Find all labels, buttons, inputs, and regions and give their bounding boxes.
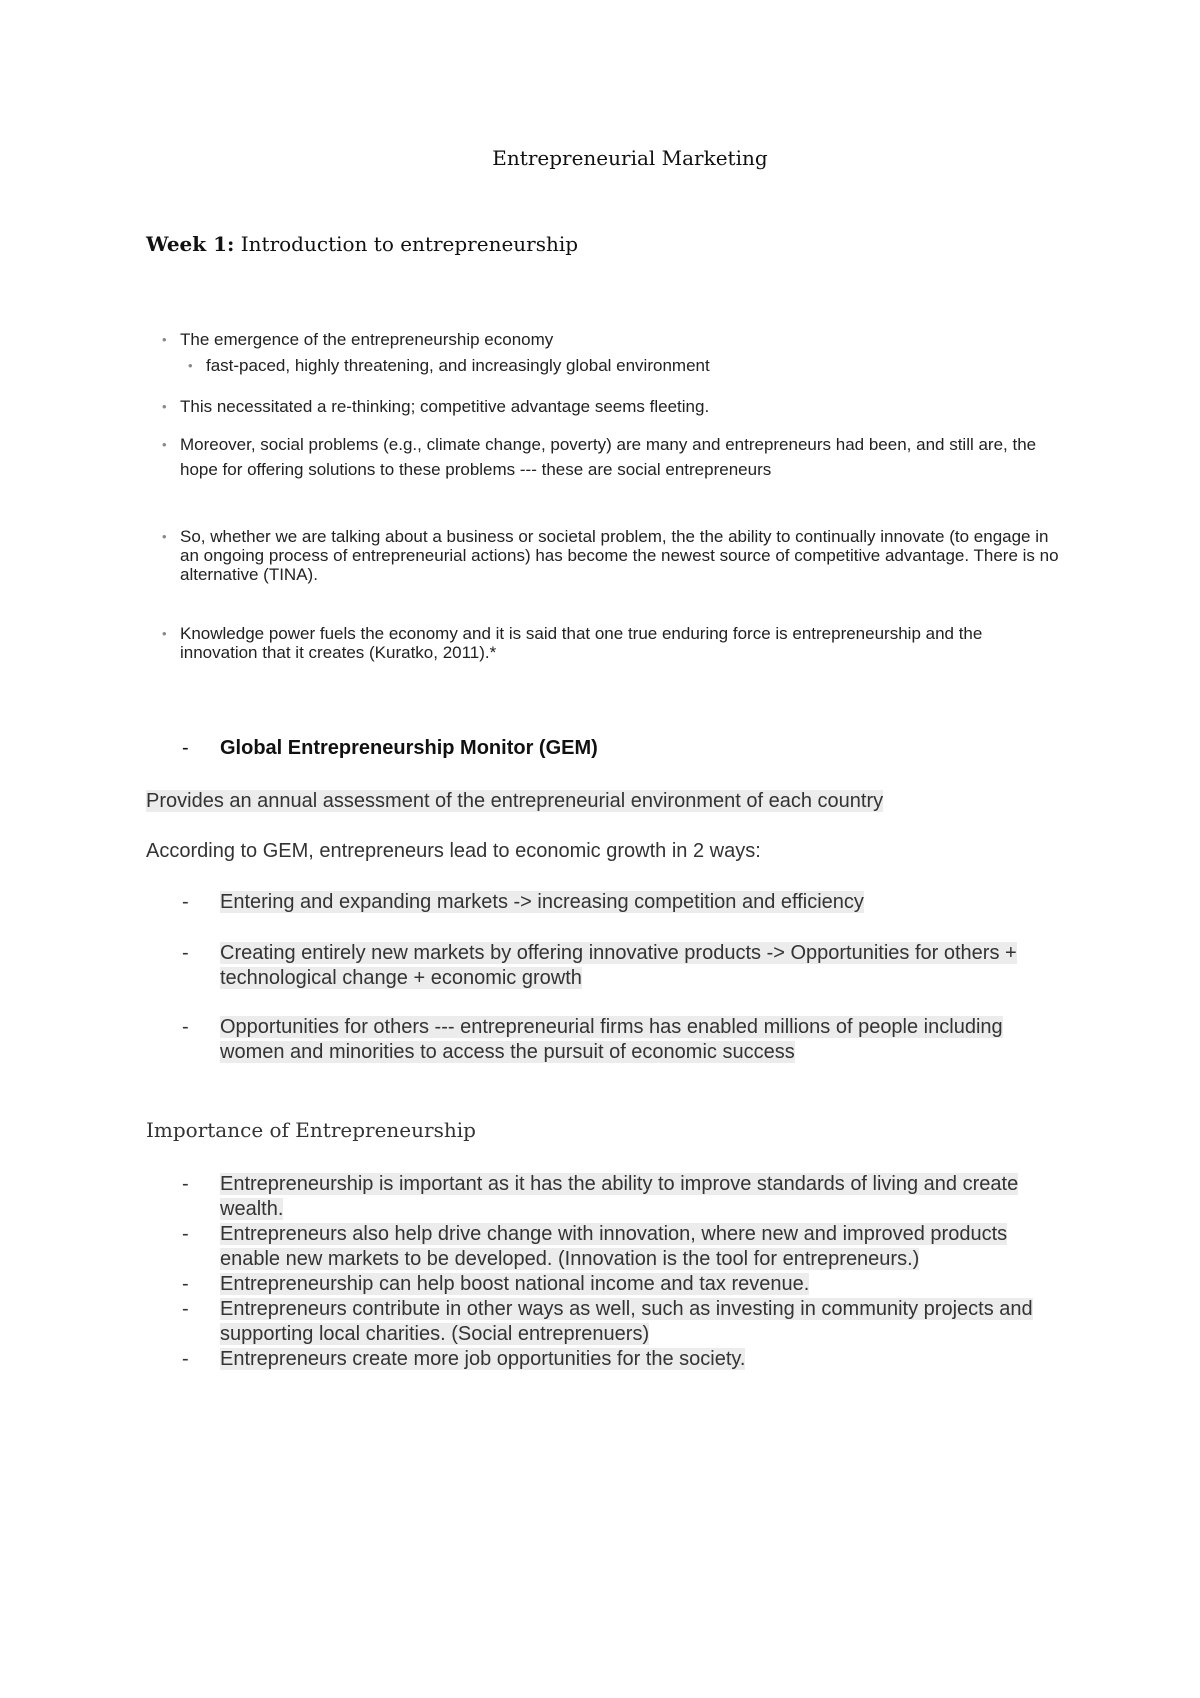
gem-heading-text: Global Entrepreneurship Monitor (GEM)	[220, 737, 598, 759]
list-item: - Entrepreneurship can help boost national income and tax revenue.	[182, 1273, 810, 1295]
gem-lead: According to GEM, entrepreneurs lead to economic growth in 2 ways:	[146, 840, 761, 862]
list-item: - Entering and expanding markets -> increasing competition and efficiency	[182, 891, 864, 913]
list-item: - Creating entirely new markets by offering innovative products -> Opportunities for others + technological change + economic growth	[182, 942, 1017, 989]
dash-marker: -	[182, 1173, 189, 1195]
dash-marker: -	[182, 891, 189, 913]
dash-marker: -	[182, 1223, 189, 1245]
dash-marker: -	[182, 1016, 189, 1038]
week-heading	[146, 232, 578, 256]
document-title: Entrepreneurial Marketing	[492, 146, 768, 170]
importance-points-list	[182, 1172, 1042, 1372]
list-item: - Entrepreneurship is important as it has the ability to improve standards of living and create wealth.	[182, 1173, 1019, 1220]
gem-intro: Provides an annual assessment of the entrepreneurial environment of each country	[146, 790, 884, 812]
dash-marker: -	[182, 737, 189, 759]
slide-bullet: • So, whether we are talking about a business or societal problem, the the ability to continually innovate (to engage in an ongoing process of entrepreneurial actions) has become the newest source of competitive advantage. There is no alternative (TINA).	[162, 527, 1060, 584]
dash-marker: -	[182, 1348, 189, 1370]
slide-bullet: • Knowledge power fuels the economy and it is said that one true enduring force is entrepreneurship and the innovation that it creates (Kuratko, 2011).*	[162, 624, 1060, 662]
importance-heading: Importance of Entrepreneurship	[146, 1118, 476, 1142]
week-topic: Introduction to entrepreneurship	[240, 232, 579, 256]
slide-bullet: • The emergence of the entrepreneurship economy	[162, 330, 1060, 349]
gem-points-list	[182, 890, 1062, 1065]
slide-bullet: • This necessitated a re-thinking; competitive advantage seems fleeting.	[162, 397, 1060, 416]
dash-marker: -	[182, 1298, 189, 1320]
slide-bullet: • Moreover, social problems (e.g., climate change, poverty) are many and entrepreneurs had been, and still are, the hope for offering solutions to these problems --- these are social entrepreneurs	[162, 432, 1060, 482]
list-item: - Entrepreneurs contribute in other ways as well, such as investing in community projects and supporting local charities. (Social entreprenuers)	[182, 1298, 1033, 1345]
dash-marker: -	[182, 1273, 189, 1295]
slide-sub-bullet: • fast-paced, highly threatening, and increasingly global environment	[162, 356, 1066, 375]
week-label: Week 1:	[146, 232, 235, 256]
dash-marker: -	[182, 942, 189, 964]
list-item: - Entrepreneurs create more job opportunities for the society.	[182, 1348, 746, 1370]
list-item: - Entrepreneurs also help drive change with innovation, where new and improved products enable new markets to be developed. (Innovation is the tool for entrepreneurs.)	[182, 1223, 1008, 1270]
list-item: - Opportunities for others --- entrepreneurial firms has enabled millions of people including women and minorities to access the pursuit of economic success	[182, 1016, 1003, 1063]
